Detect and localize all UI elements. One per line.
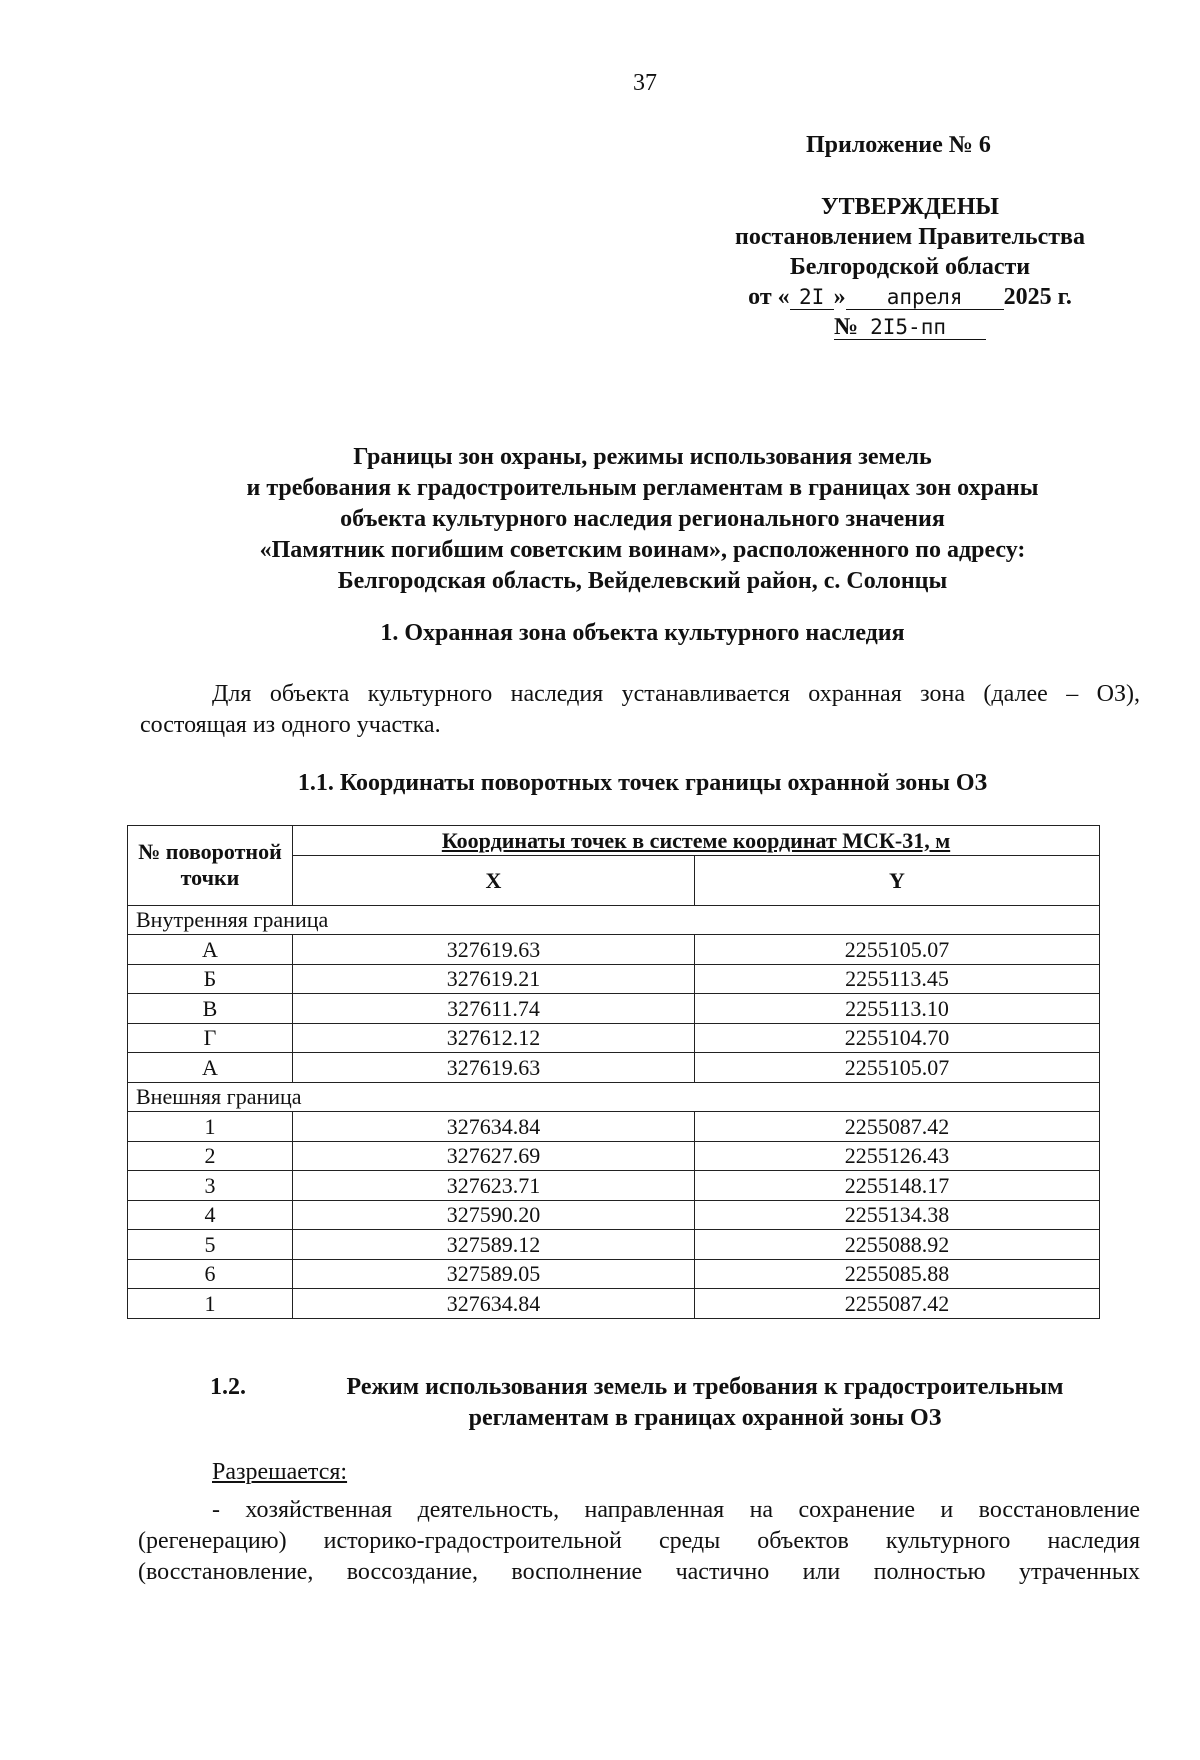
allowed-text-line: - хозяйственная деятельность, направленная на сохранение и восстановление	[212, 1497, 1140, 1523]
coordinates-table	[127, 825, 1100, 1319]
date-month: апреля	[846, 285, 1004, 310]
date-prefix: от «	[748, 284, 790, 310]
table-row: 6 327589.05 2255085.88	[128, 1259, 1100, 1289]
appendix-label: Приложение № 6	[806, 132, 991, 158]
table-row: 2 327627.69 2255126.43	[128, 1141, 1100, 1171]
allowed-label: Разрешается:	[212, 1459, 348, 1485]
x-header: X	[293, 855, 695, 905]
subsection-1-2-line: Режим использования земель и требования к градостроительным	[346, 1374, 1064, 1400]
section-1-paragraph: Для объекта культурного наследия устанавливается охранная зона (далее – ОЗ), состоящая из одного участка.	[140, 681, 1140, 738]
table-row: А 327619.63 2255105.07	[128, 1053, 1100, 1083]
inner-boundary-label: Внутренняя граница	[128, 905, 1100, 935]
title-line: и требования к градостроительным регламентам в границах зон охраны	[246, 475, 1039, 501]
allowed-text-line: (регенерацию) историко-градостроительной среды объектов культурного наследия	[138, 1528, 1140, 1554]
approval-heading: УТВЕРЖДЕНЫ	[821, 194, 999, 220]
approval-line-2: Белгородской области	[789, 254, 1031, 280]
date-mid: »	[833, 284, 846, 310]
table-row: Г 327612.12 2255104.70	[128, 1023, 1100, 1053]
point-number-header: № поворотной точки	[128, 826, 293, 906]
approval-number	[700, 312, 1120, 342]
coords-system-header: Координаты точек в системе координат МСК-31, м	[293, 826, 1100, 856]
date-year: 2025 г.	[1003, 284, 1072, 310]
date-day: 2I	[790, 285, 834, 310]
table-row: В 327611.74 2255113.10	[128, 994, 1100, 1024]
approval-line-1: постановлением Правительства	[734, 224, 1085, 250]
table-row: 5 327589.12 2255088.92	[128, 1230, 1100, 1260]
table-row: А 327619.63 2255105.07	[128, 935, 1100, 965]
subsection-1-2-number: 1.2.	[210, 1374, 246, 1400]
table-row: 1 327634.84 2255087.42	[128, 1289, 1100, 1319]
title-line: Границы зон охраны, режимы использования земель	[353, 444, 932, 470]
document-title	[130, 442, 1155, 597]
table-row: Б 327619.21 2255113.45	[128, 964, 1100, 994]
number-value: 2I5-пп	[870, 315, 946, 339]
number-prefix: №	[834, 314, 859, 340]
table-row: 3 327623.71 2255148.17	[128, 1171, 1100, 1201]
y-header: Y	[695, 855, 1100, 905]
approval-date	[700, 282, 1120, 312]
allowed-text	[138, 1495, 1140, 1588]
table-row: 4 327590.20 2255134.38	[128, 1200, 1100, 1230]
title-line: объекта культурного наследия регионального значения	[340, 506, 945, 532]
allowed-text-line: (восстановление, воссоздание, восполнение частично или полностью утраченных	[138, 1559, 1140, 1585]
page-number: 37	[633, 70, 657, 96]
section-1-heading: 1. Охранная зона объекта культурного наследия	[380, 620, 905, 646]
subsection-1-2-line: регламентам в границах охранной зоны ОЗ	[468, 1405, 942, 1431]
subsection-1-1-heading: 1.1. Координаты поворотных точек границы охранной зоны ОЗ	[297, 770, 988, 796]
title-line: Белгородская область, Вейделевский район, с. Солонцы	[337, 568, 948, 594]
outer-boundary-label: Внешняя граница	[128, 1082, 1100, 1112]
table-row: 1 327634.84 2255087.42	[128, 1112, 1100, 1142]
title-line: «Памятник погибшим советским воинам», расположенного по адресу:	[259, 537, 1026, 563]
approval-block	[700, 192, 1120, 342]
